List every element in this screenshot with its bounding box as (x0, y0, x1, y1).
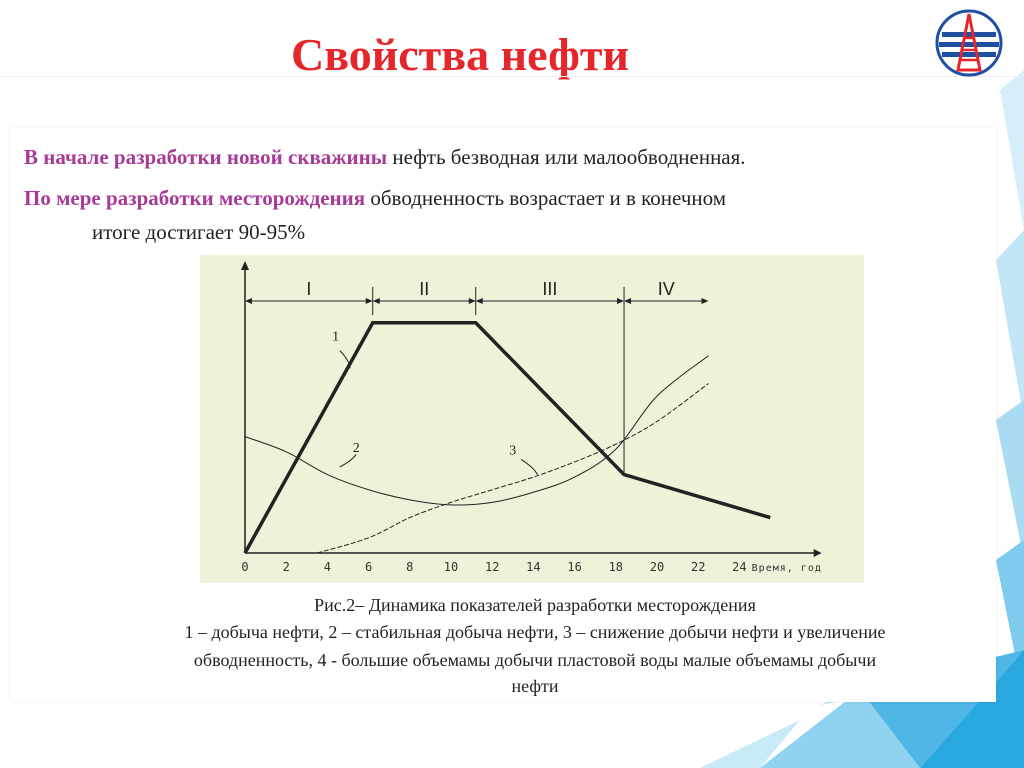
field-development-chart (200, 255, 864, 583)
intro-text-1: нефть безводная или малообводненная. (387, 145, 746, 169)
chart-background (200, 255, 864, 583)
slide-title: Свойства нефти (290, 29, 629, 80)
x-tick-label: 12 (484, 560, 500, 574)
x-tick-label: 18 (608, 560, 624, 574)
intro-highlight-2: По мере разработки месторождения (24, 186, 366, 210)
x-tick-label: 4 (323, 560, 332, 574)
company-logo (934, 8, 1004, 78)
x-tick-label: 16 (567, 560, 582, 574)
figure-caption-line-1: 1 – добыча нефти, 2 – стабильная добыча нефти, 3 – снижение добычи нефти и увеличение (184, 622, 886, 642)
x-tick-label: 6 (364, 560, 373, 574)
series-1-label: 1 (332, 329, 340, 345)
intro-line-1 (24, 144, 984, 170)
phase-label: I (306, 279, 312, 299)
intro-line-2 (24, 185, 984, 211)
intro-text-2: обводненность возрастает и в конечном (365, 186, 727, 210)
figure-caption-line-2: обводненность, 4 - большие объемамы добычи пластовой воды малые объемамы добычи (193, 650, 877, 670)
x-tick-label: 10 (443, 560, 459, 574)
phase-label: II (419, 279, 430, 299)
series-2-label: 2 (352, 440, 360, 456)
phase-label: III (542, 279, 558, 299)
x-axis-label: Время, год (751, 563, 822, 574)
x-tick-label: 22 (690, 560, 706, 574)
figure-caption-line-3: нефти (511, 676, 559, 696)
x-tick-label: 8 (406, 560, 414, 574)
phase-label: IV (657, 279, 675, 299)
series-3-label: 3 (509, 443, 517, 459)
figure-caption-title: Рис.2– Динамика показателей разработки месторождения (314, 595, 756, 615)
x-tick-label: 14 (526, 560, 541, 574)
x-tick-label: 24 (732, 560, 747, 574)
intro-line-3: итоге достигает 90-95% (92, 220, 306, 244)
title-divider (0, 76, 1024, 77)
x-tick-label: 20 (649, 560, 665, 574)
x-tick-label: 0 (241, 560, 249, 574)
x-tick-label: 2 (282, 560, 290, 574)
intro-highlight-1: В начале разработки новой скважины (24, 145, 388, 169)
